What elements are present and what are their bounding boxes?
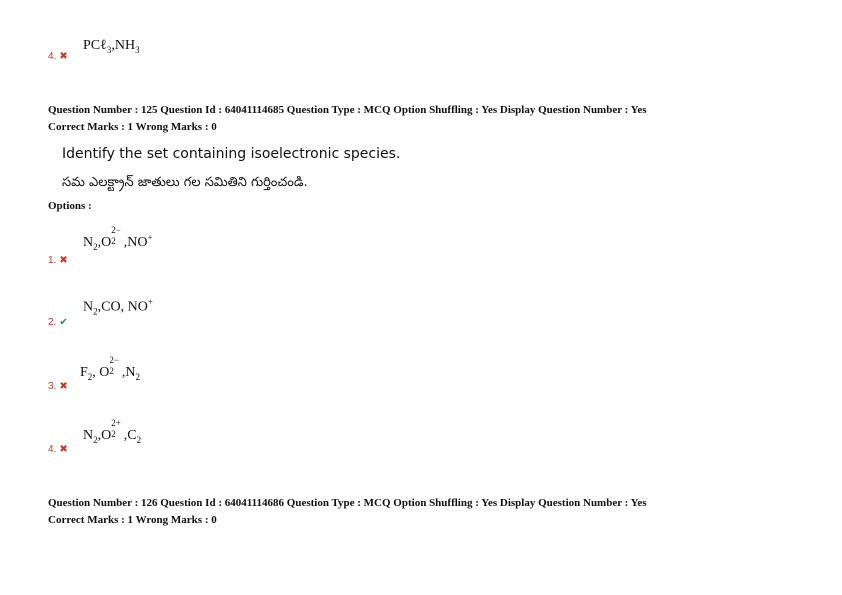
option-4-number[interactable]: 4. ✖ [48,444,68,455]
question-126-header-line1: Question Number : 126 Question Id : 64041114686 Question Type : MCQ Option Shuffling : Yes Display Question Number : Yes [48,497,647,509]
question-text-english: Identify the set containing isoelectronic species. [62,146,401,162]
options-label: Options : [48,200,92,212]
question-125-header-line2: Correct Marks : 1 Wrong Marks : 0 [48,121,217,133]
cross-icon: ✖ [59,51,68,62]
question-text-telugu: సమ ఎలక్ట్రాన్ జాతులు గల సమితిని గుర్తించండి. [62,175,308,190]
prev-option-4-formula: $PC\ell_3,NH_3$ [83,38,140,55]
question-125-header-line1: Question Number : 125 Question Id : 64041114685 Question Type : MCQ Option Shuffling : Yes Display Question Number : Yes [48,104,647,116]
option-1-number[interactable]: 1. ✖ [48,255,68,266]
prev-option-4-number: 4. ✖ [48,51,68,62]
option-1-formula: $N_2,O$ 2− 2 ,NO+ [83,225,153,252]
option-2-formula: $N_2,CO$, NO+ [83,297,153,317]
option-3-number[interactable]: 3. ✖ [48,381,68,392]
question-126-header-line2: Correct Marks : 1 Wrong Marks : 0 [48,514,217,526]
option-3-formula: $F_2$, O 2− 2 $,N_2$ [80,355,141,382]
option-2-number[interactable]: 2. ✔ [48,317,68,328]
check-icon: ✔ [59,317,68,328]
cross-icon: ✖ [59,444,68,455]
cross-icon: ✖ [59,255,68,266]
cross-icon: ✖ [59,381,68,392]
option-4-formula: $N_2,O$ 2+ 2 $,C_2$ [83,418,142,445]
